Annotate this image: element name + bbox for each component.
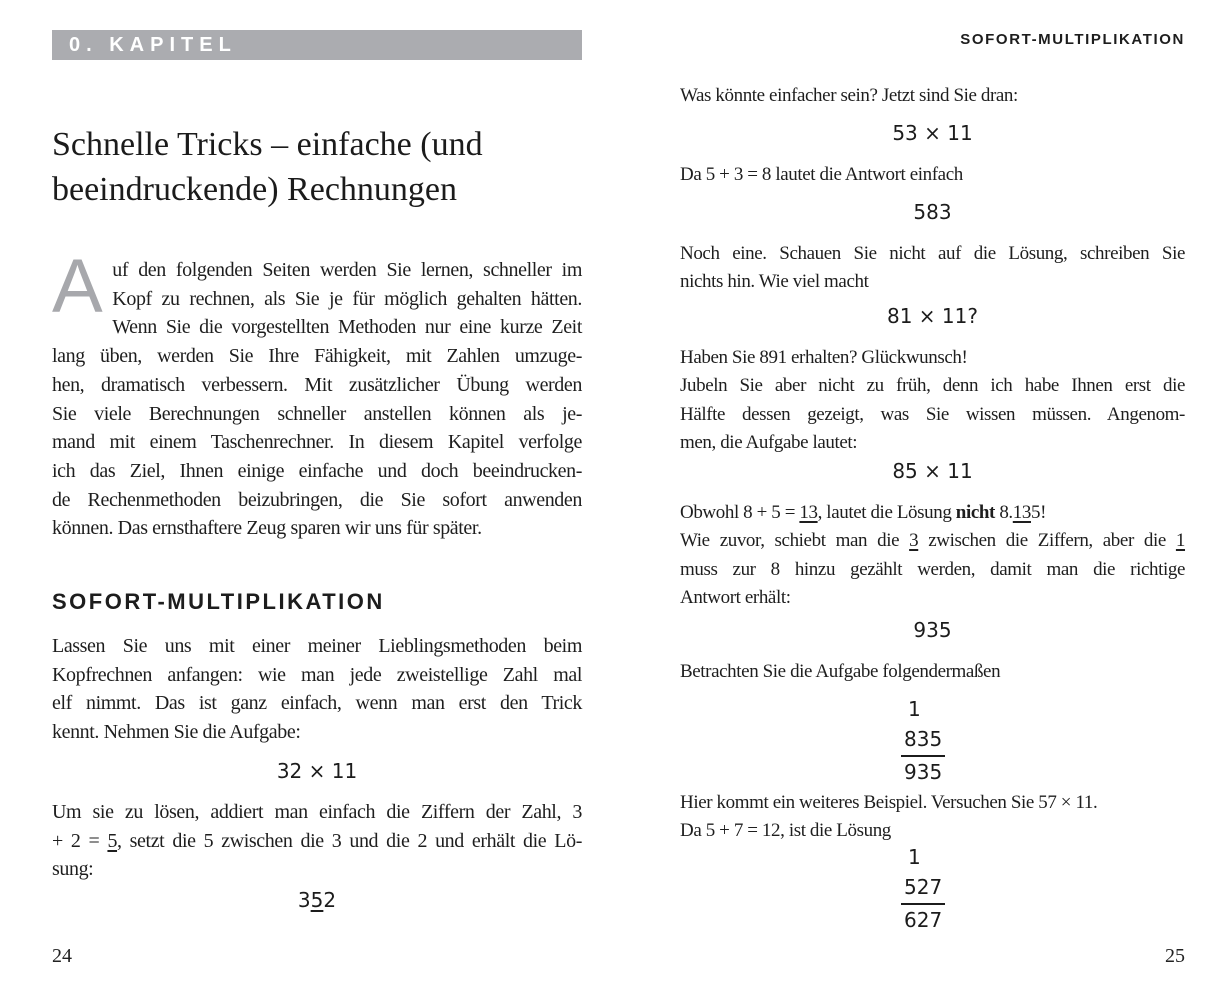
paragraph-da-5-3: Da 5 + 3 = 8 lautet die Antwort einfach (680, 164, 963, 185)
paragraph-try-yourself: Was könnte einfacher sein? Jetzt sind Sie dran: (680, 85, 1018, 106)
paragraph-betrachten: Betrachten Sie die Aufgabe folgendermaßen (680, 661, 1001, 682)
right-page (680, 0, 1185, 997)
intro-paragraph (52, 244, 582, 543)
running-header: SOFORT-MULTIPLIKATION (960, 31, 1185, 48)
display-answer-352: 352 (297, 888, 337, 912)
paragraph-method: Lassen Sie uns mit einer meiner Lieblingsmethoden beim Kopfrechnen anfangen: wie man jede zweistellige Zahl mal elf nimmt. Das ist ganz einfach, wenn man erst den Trick kennt. Nehmen Sie die Aufgabe: (52, 635, 582, 744)
paragraph-weiteres-beispiel: Hier kommt ein weiteres Beispiel. Versuchen Sie 57 × 11. Da 5 + 7 = 12, ist die Lösung (680, 792, 1098, 842)
paragraph-glueckwunsch: Haben Sie 891 erhalten? Glückwunsch! Jubeln Sie aber nicht zu früh, denn ich habe Ihnen erst die Hälfte dessen gezeigt, was Sie wissen müssen. Angenom- men, die Aufgabe lautet: (680, 347, 1185, 453)
display-equation-53x11: 53 × 11 (892, 121, 973, 145)
left-page (52, 0, 582, 997)
display-answer-583: 583 (913, 200, 952, 224)
section-heading: SOFORT-MULTIPLIKATION (52, 589, 385, 614)
chapter-bar-label: 0. KAPITEL (69, 34, 237, 56)
chapter-title: Schnelle Tricks – einfache (und beeindruckende) Rechnungen (52, 126, 483, 208)
addition-stack-835: 1 835 935 (904, 694, 942, 787)
paragraph-noch-eine: Noch eine. Schauen Sie nicht auf die Lösung, schreiben Sie nichts hin. Wie viel macht (680, 243, 1185, 293)
display-equation-85x11: 85 × 11 (892, 459, 973, 483)
page-number-right: 25 (1165, 945, 1185, 967)
display-answer-935: 935 (913, 618, 952, 642)
drop-cap: A (52, 244, 103, 329)
addition-stack-527: 1 527 627 (904, 842, 942, 935)
display-equation-32x11: 32 × 11 (276, 759, 358, 783)
intro-paragraph-text: uf den folgenden Seiten werden Sie lernen, schneller im Kopf zu rechnen, als Sie je für möglich gehalten hätten. Wenn Sie die vorgestellten Methoden nur eine kurze Zeit lang üben, werden Sie Ihre Fähigkeit, mit Zahlen umzuge- hen, dramatisch verbessern. Mit zusätzlicher Übung werden Sie viele Berechnungen schneller anstellen können als je- mand mit einem Taschenrechner. In diesem Kapitel verfolge ich das Ziel, Ihnen einige einfache und doch beeindrucken- de Rechenmethoden beizubringen, die Sie sofort anwenden können. Das ernsthaftere Zeug sparen wir uns für später. (52, 259, 582, 540)
display-equation-81x11: 81 × 11? (887, 304, 978, 328)
paragraph-solution: Um sie zu lösen, addiert man einfach die Ziffern der Zahl, 3 + 2 = 5, setzt die 5 zwischen die 3 und die 2 und erhält die Lö- sung: (52, 801, 582, 881)
paragraph-obwohl: Obwohl 8 + 5 = 13, lautet die Lösung nicht 8.135! Wie zuvor, schiebt man die 3 zwischen die Ziffern, aber die 1 muss zur 8 hinzu gezählt werden, damit man die richtige Antwort erhält: (680, 502, 1186, 608)
chapter-bar (52, 30, 582, 60)
page-number-left: 24 (52, 945, 72, 967)
